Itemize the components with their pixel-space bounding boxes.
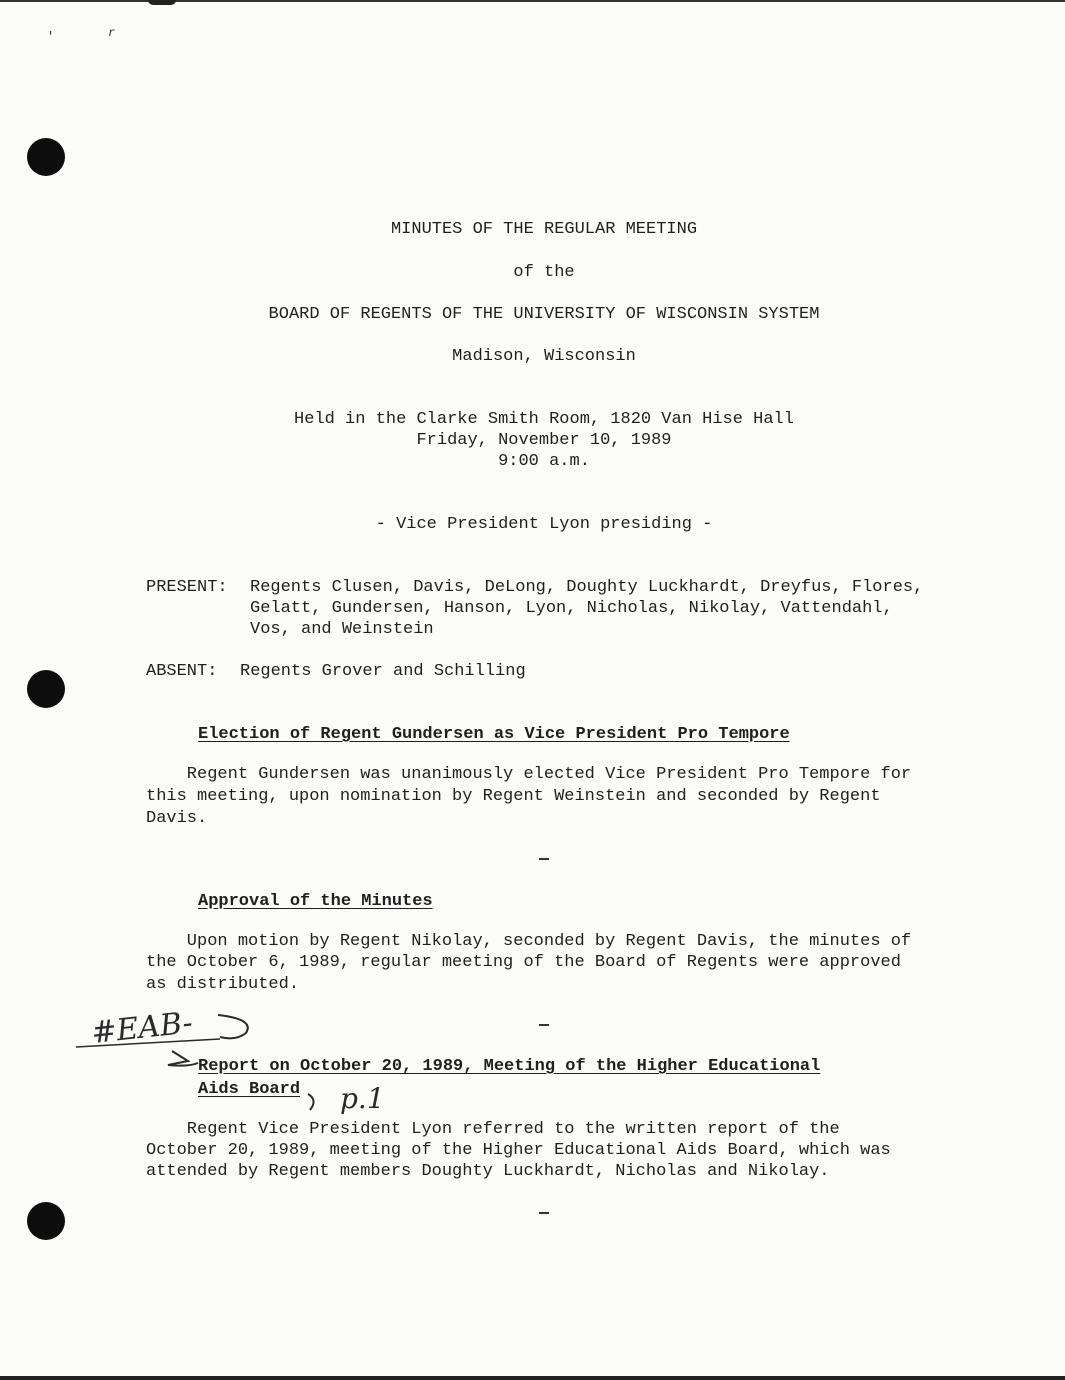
present-names: Regents Clusen, Davis, DeLong, Doughty Luckhardt, Dreyfus, Flores, (250, 578, 924, 597)
section-heading: Aids Board (198, 1080, 301, 1099)
present-names: Gelatt, Gundersen, Hanson, Lyon, Nicholas, Nikolay, Vattendahl, (250, 599, 893, 618)
absent-label: ABSENT: (146, 662, 218, 681)
punch-hole-top (27, 138, 65, 176)
present-names: Vos, and Weinstein (250, 620, 434, 639)
section-body: this meeting, upon nomination by Regent Weinstein and seconded by Regent (146, 787, 881, 806)
absent-names: Regents Grover and Schilling (240, 662, 526, 681)
punch-hole-middle (27, 670, 65, 708)
section-separator (539, 858, 549, 860)
margin-mark: r (108, 26, 116, 40)
section-heading: Report on October 20, 1989, Meeting of the Higher Educational (198, 1057, 821, 1076)
presiding-line: - Vice President Lyon presiding - (375, 515, 713, 534)
top-edge-smudge (148, 0, 176, 5)
section-body: as distributed. (146, 975, 300, 994)
title-of-the: of the (513, 263, 575, 282)
section-separator (539, 1024, 549, 1026)
section-body: Upon motion by Regent Nikolay, seconded by Regent Davis, the minutes of (146, 932, 912, 951)
handwritten-heab: #EAB- (89, 1005, 195, 1051)
board-name: BOARD OF REGENTS OF THE UNIVERSITY OF WISCONSIN SYSTEM (268, 305, 820, 324)
handwritten-p1: p.1 (340, 1082, 385, 1115)
section-body: Davis. (146, 809, 208, 828)
handwritten-bracket-stroke (218, 1015, 248, 1038)
handwritten-comma-stroke (308, 1094, 314, 1110)
venue-time: 9:00 a.m. (498, 452, 590, 471)
handwritten-annotation (70, 1005, 270, 1090)
present-label: PRESENT: (146, 578, 228, 597)
venue-place: Held in the Clarke Smith Room, 1820 Van Hise Hall (294, 410, 794, 429)
punch-hole-bottom (27, 1202, 65, 1240)
section-separator (539, 1212, 549, 1214)
venue-date: Friday, November 10, 1989 (416, 431, 672, 450)
location: Madison, Wisconsin (452, 347, 636, 366)
handwritten-arrow-stroke (168, 1051, 198, 1066)
section-body: the October 6, 1989, regular meeting of the Board of Regents were approved (146, 953, 901, 972)
section-body: attended by Regent members Doughty Luckhardt, Nicholas and Nikolay. (146, 1162, 830, 1181)
bottom-edge-line (0, 1376, 1065, 1380)
section-heading: Election of Regent Gundersen as Vice President Pro Tempore (198, 725, 790, 744)
handwritten-page-note (298, 1078, 388, 1118)
section-heading: Approval of the Minutes (198, 892, 433, 911)
section-body: October 20, 1989, meeting of the Higher Educational Aids Board, which was (146, 1141, 891, 1160)
margin-mark: ' (47, 30, 55, 44)
section-body: Regent Gundersen was unanimously elected Vice President Pro Tempore for (146, 765, 912, 784)
title-line: MINUTES OF THE REGULAR MEETING (390, 220, 698, 239)
section-body: Regent Vice President Lyon referred to the written report of the (146, 1120, 840, 1139)
